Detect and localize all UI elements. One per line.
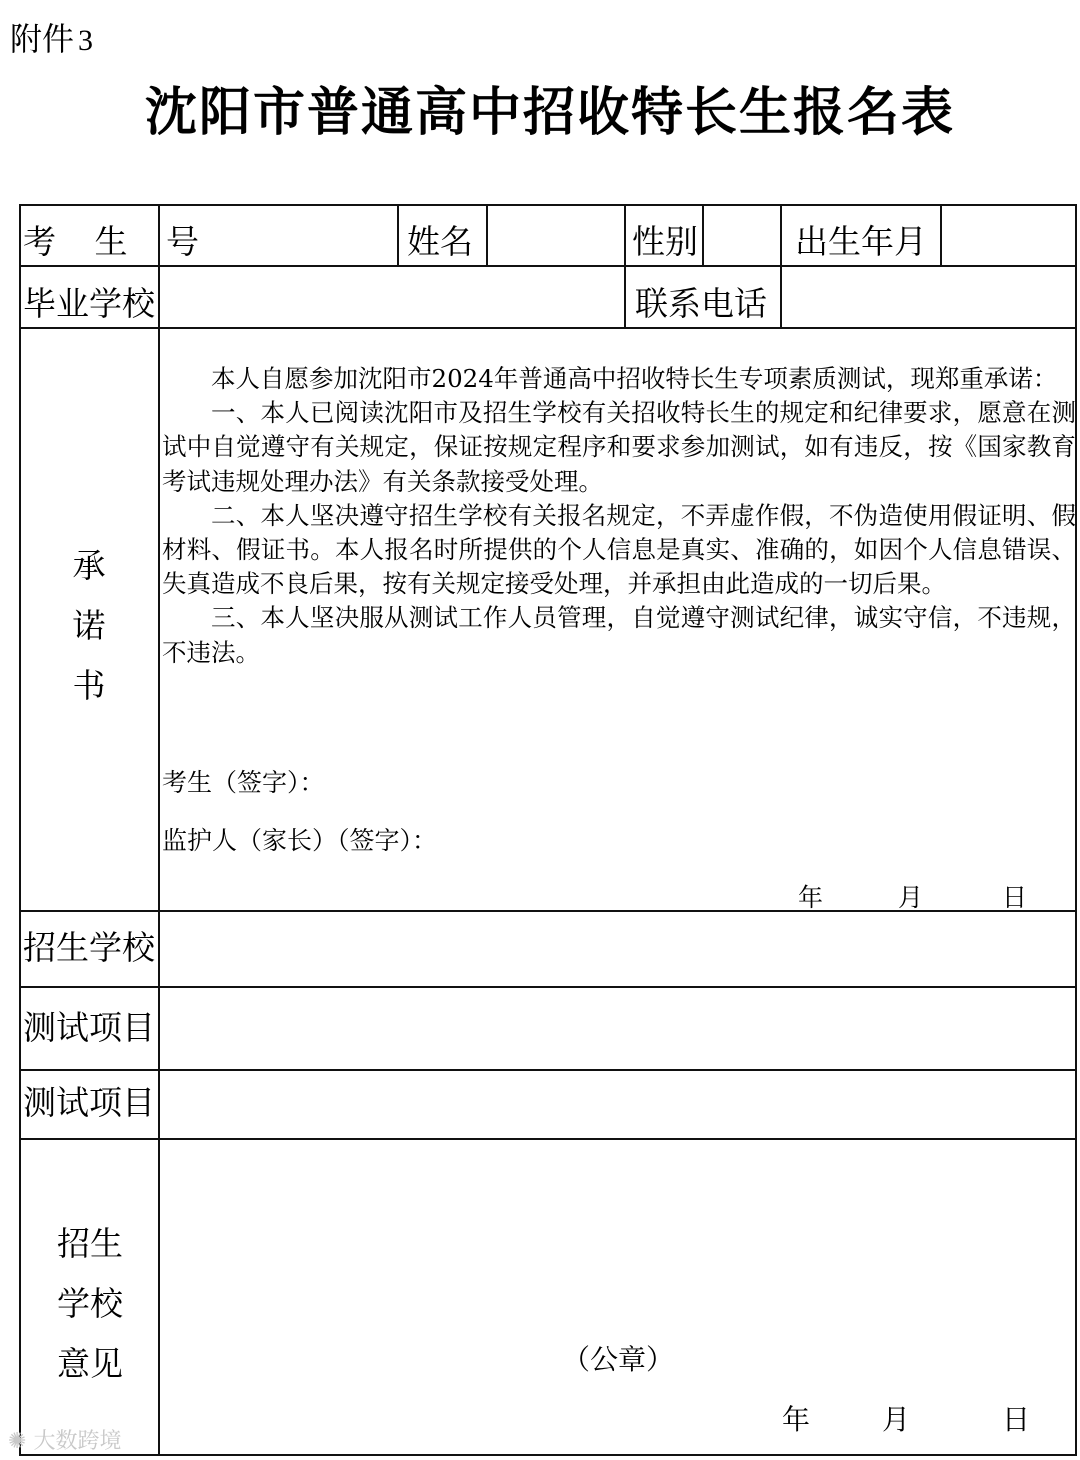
school-opinion-label <box>54 1214 126 1394</box>
table-label-column-line <box>158 204 160 1456</box>
table-line-row1 <box>19 265 1077 267</box>
pledge-label-char-1: 承 <box>72 546 106 585</box>
pledge-date <box>0 878 1080 912</box>
birth-date-label: 出生年月 <box>795 222 927 261</box>
table-line-test2 <box>19 1138 1077 1140</box>
test-item-label-1: 测试项目 <box>23 1008 155 1047</box>
pledge-date-year: 年 <box>798 883 824 912</box>
pledge-label <box>59 536 119 716</box>
exam-number-label: 考 生 号 <box>23 222 213 261</box>
opinion-date <box>0 1398 1080 1434</box>
table-border-left <box>19 204 21 1456</box>
table-line-after-name <box>486 204 488 267</box>
school-opinion-line-3: 意见 <box>57 1344 123 1383</box>
form-title: 沈阳市普通高中招收特长生报名表 <box>144 83 955 143</box>
watermark-text: 大数跨境 <box>33 1429 122 1454</box>
student-signature-label: 考生（签字）： <box>162 768 325 797</box>
school-opinion-line-2: 学校 <box>57 1284 123 1323</box>
table-line-row2 <box>19 327 1077 329</box>
table-line-before-birth <box>780 204 782 329</box>
pledge-item-3: 三、本人坚决服从测试工作人员管理，自觉遵守测试纪律，诚实守信，不违规，不违法。 <box>162 603 1076 667</box>
table-line-test1 <box>19 1069 1077 1071</box>
name-label: 姓名 <box>407 222 473 261</box>
pledge-label-char-2: 诺 <box>72 606 106 645</box>
table-line-after-gender <box>702 204 704 267</box>
watermark-logo-icon: ✺ <box>8 1429 27 1454</box>
pledge-item-2: 二、本人坚决遵守招生学校有关报名规定，不弄虚作假，不伪造使用假证明、假材料、假证书。本人报名时所提供的个人信息是真实、准确的，如因个人信息错误、失真造成不良后果，按有关规定接受处理，并承担由此造成的一切后果。 <box>162 500 1076 599</box>
graduation-school-label: 毕业学校 <box>23 284 155 323</box>
opinion-date-day: 日 <box>1002 1403 1031 1436</box>
pledge-text <box>162 362 1076 670</box>
attachment-number: 3 <box>78 24 94 57</box>
watermark <box>8 1424 121 1455</box>
pledge-item-1: 一、本人已阅读沈阳市及招生学校有关招收特长生的规定和纪律要求，愿意在测试中自觉遵守有关规定，保证按规定程序和要求参加测试，如有违反，按《国家教育考试违规处理办法》有关条款接受处理。 <box>162 398 1076 496</box>
table-border-bottom <box>19 1454 1077 1456</box>
attachment-text: 附件 <box>10 20 75 58</box>
table-line-before-gender <box>624 204 626 329</box>
opinion-date-month: 月 <box>882 1403 911 1436</box>
pledge-label-char-3: 书 <box>72 666 106 705</box>
pledge-date-day: 日 <box>1002 883 1028 912</box>
pledge-date-month: 月 <box>898 883 924 912</box>
table-line-before-name <box>397 204 399 267</box>
admission-school-label: 招生学校 <box>23 928 155 967</box>
phone-label: 联系电话 <box>635 284 767 323</box>
guardian-signature-label: 监护人（家长）（签字）： <box>162 826 438 855</box>
table-line-after-birth <box>940 204 942 267</box>
official-seal-label: （公章） <box>562 1343 675 1376</box>
table-border-top <box>19 204 1077 206</box>
table-line-admission <box>19 986 1077 988</box>
school-opinion-line-1: 招生 <box>57 1224 123 1263</box>
gender-label: 性别 <box>632 222 698 261</box>
test-item-label-2: 测试项目 <box>23 1083 155 1122</box>
pledge-intro: 本人自愿参加沈阳市2024年普通高中招收特长生专项素质测试，现郑重承诺： <box>211 364 1058 393</box>
opinion-date-year: 年 <box>782 1403 811 1436</box>
